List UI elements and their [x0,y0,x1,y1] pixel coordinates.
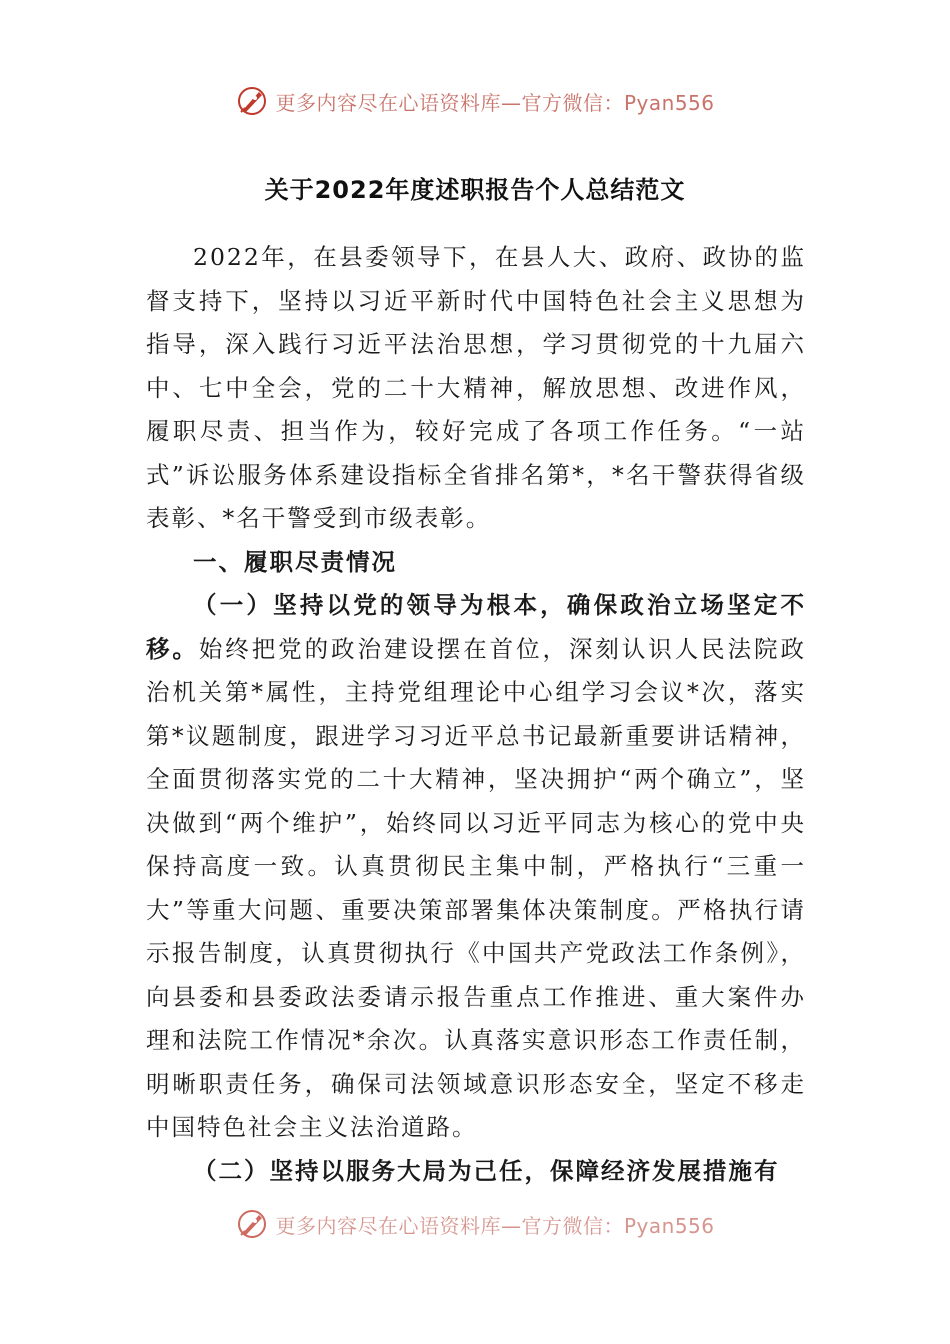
watermark-header [0,84,950,118]
quill-pen-logo-icon [235,84,269,118]
subsection-1-lead: （一）坚持以党的领导为根本，确保政治立场坚定不移。 [146,591,806,663]
watermark-wechat-id: Pyan556 [623,90,715,115]
document-body [146,236,806,1193]
document-title: 关于2022年度述职报告个人总结范文 [264,176,686,204]
quill-pen-logo-icon [235,1207,269,1241]
subsection-2-paragraph [146,1150,806,1194]
subsection-2-lead: （二）坚持以服务大局为己任，保障经济发展措施有 [193,1156,780,1185]
subsection-1-paragraph [146,584,806,1150]
watermark-wechat-id: Pyan556 [623,1213,715,1238]
subsection-1-body: 始终把党的政治建设摆在首位，深刻认识人民法院政治机关第*属性，主持党组理论中心组学习会议*次，落实第*议题制度，跟进学习习近平总书记最新重要讲话精神，全面贯彻落实党的二十大精神，坚决拥护“两个确立”，坚决做到“两个维护”，始终同以习近平同志为核心的党中央保持高度一致。认真贯彻民主集中制，严格执行“三重一大”等重大问题、重要决策部署集体决策制度。严格执行请示报告制度，认真贯彻执行《中国共产党政法工作条例》，向县委和县委政法委请示报告重点工作推进、重大案件办理和法院工作情况*余次。认真落实意识形态工作责任制，明晰职责任务，确保司法领域意识形态安全，坚定不移走中国特色社会主义法治道路。 [146,634,806,1141]
watermark-text [275,87,714,116]
watermark-label: 更多内容尽在心语资料库—官方微信： [275,90,624,115]
intro-paragraph: 2022年，在县委领导下，在县人大、政府、政协的监督支持下，坚持以习近平新时代中国特色社会主义思想为指导，深入践行习近平法治思想，学习贯彻党的十九届六中、七中全会，党的二十大精神，解放思想、改进作风，履职尽责、担当作为，较好完成了各项工作任务。“一站式”诉讼服务体系建设指标全省排名第*，*名干警获得省级表彰、*名干警受到市级表彰。 [146,243,806,532]
watermark-footer [0,1207,950,1241]
watermark-text [275,1210,714,1239]
section-heading: 一、履职尽责情况 [193,547,397,576]
watermark-label: 更多内容尽在心语资料库—官方微信： [275,1213,624,1238]
